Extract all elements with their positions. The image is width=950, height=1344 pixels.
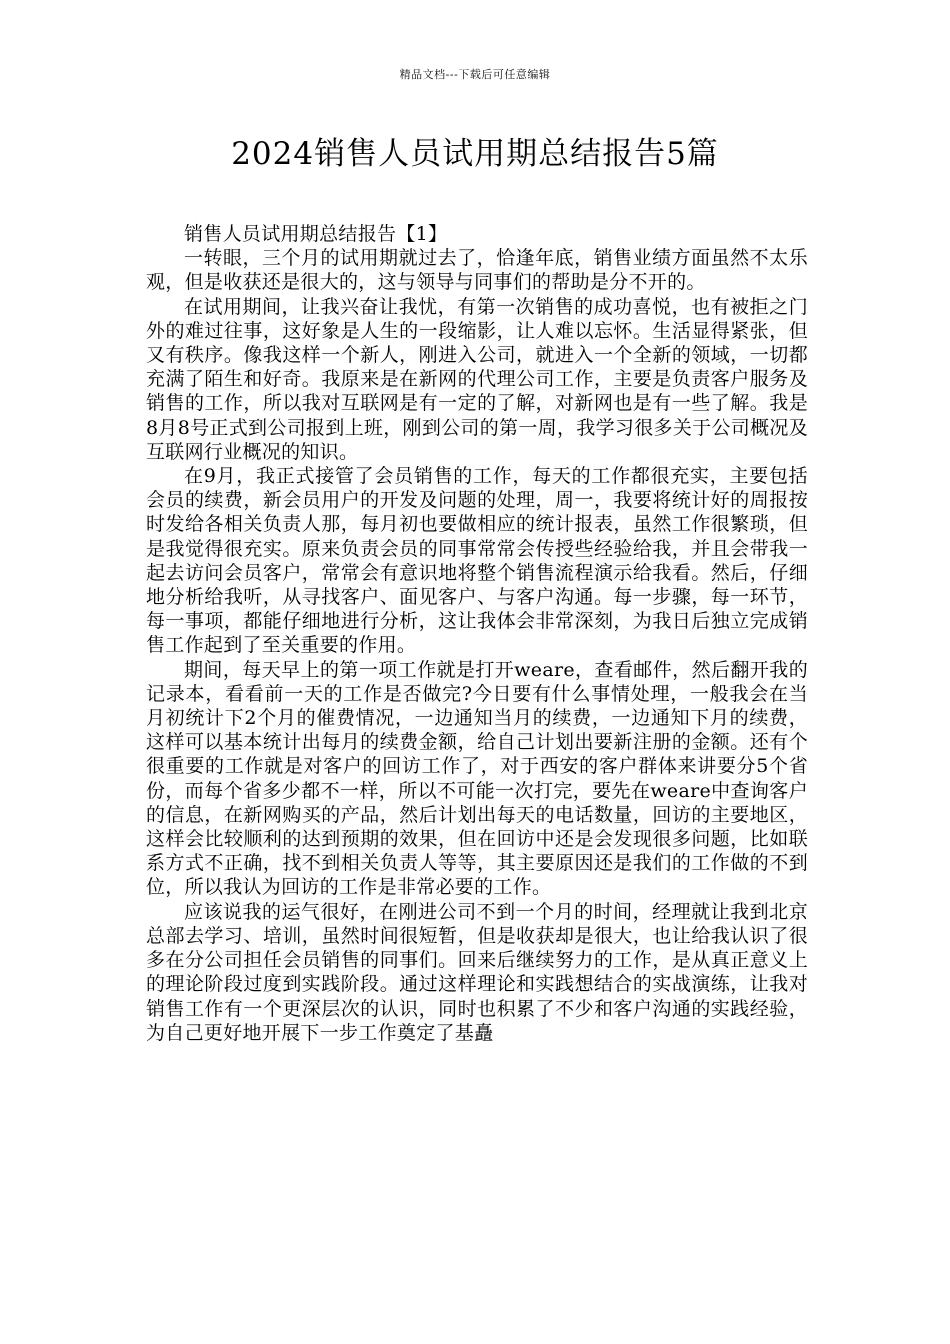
- paragraph: 在试用期间，让我兴奋让我忧，有第一次销售的成功喜悦，也有被拒之门外的难过往事，这好象是人生的一段缩影，让人难以忘怀。生活显得紧张，但又有秩序。像我这样一个新人，刚进入公司，就进入一个全新的领域，一切都充满了陌生和好奇。我原来是在新网的代理公司工作，主要是负责客户服务及销售的工作，所以我对互联网是有一定的了解，对新网也是有一些了解。我是8月8号正式到公司报到上班，刚到公司的第一周，我学习很多关于公司概况及互联网行业概况的知识。: [146, 295, 808, 463]
- document-body: [146, 222, 808, 1045]
- document-title: 2024销售人员试用期总结报告5篇: [231, 136, 719, 172]
- section-heading: 销售人员试用期总结报告【1】: [184, 223, 448, 245]
- paragraph: 期间，每天早上的第一项工作就是打开weare，查看邮件，然后翻开我的记录本，看看前一天的工作是否做完?今日要有什么事情处理，一般我会在当月初统计下2个月的催费情况，一边通知当月的续费，一边通知下月的续费，这样可以基本统计出每月的续费金额，给自己计划出要新注册的金额。还有个很重要的工作就是对客户的回访工作了，对于西安的客户群体来讲要分5个省份，而每个省多少都不一样，所以不可能一次打完，要先在weare中查询客户的信息，在新网购买的产品，然后计划出每天的电话数量，回访的主要地区，这样会比较顺利的达到预期的效果，但在回访中还是会发现很多问题，比如联系方式不正确，找不到相关负责人等等，其主要原因还是我们的工作做的不到位，所以我认为回访的工作是非常必要的工作。: [146, 658, 808, 899]
- document-header-note: 精品文档---下载后可任意编辑: [399, 68, 551, 81]
- paragraph: 一转眼，三个月的试用期就过去了，恰逢年底，销售业绩方面虽然不太乐观，但是收获还是很大的，这与领导与同事们的帮助是分不开的。: [146, 247, 808, 294]
- paragraph: 在9月，我正式接管了会员销售的工作，每天的工作都很充实，主要包括会员的续费，新会员用户的开发及问题的处理，周一，我要将统计好的周报按时发给各相关负责人那，每月初也要做相应的统计报表，虽然工作很繁琐，但是我觉得很充实。原来负责会员的同事常常会传授些经验给我，并且会带我一起去访问会员客户，常常会有意识地将整个销售流程演示给我看。然后，仔细地分析给我听，从寻找客户、面见客户、与客户沟通。每一步骤，每一环节，每一事项，都能仔细地进行分析，这让我体会非常深刻，为我日后独立完成销售工作起到了至关重要的作用。: [146, 465, 808, 657]
- paragraph: 应该说我的运气很好，在刚进公司不到一个月的时间，经理就让我到北京总部去学习、培训，虽然时间很短暂，但是收获却是很大，也让给我认识了很多在分公司担任会员销售的同事们。回来后继续努力的工作，是从真正意义上的理论阶段过度到实践阶段。通过这样理论和实践想结合的实战演练，让我对销售工作有一个更深层次的认识，同时也积累了不少和客户沟通的实践经验，为自己更好地开展下一步工作奠定了基矗: [146, 900, 808, 1044]
